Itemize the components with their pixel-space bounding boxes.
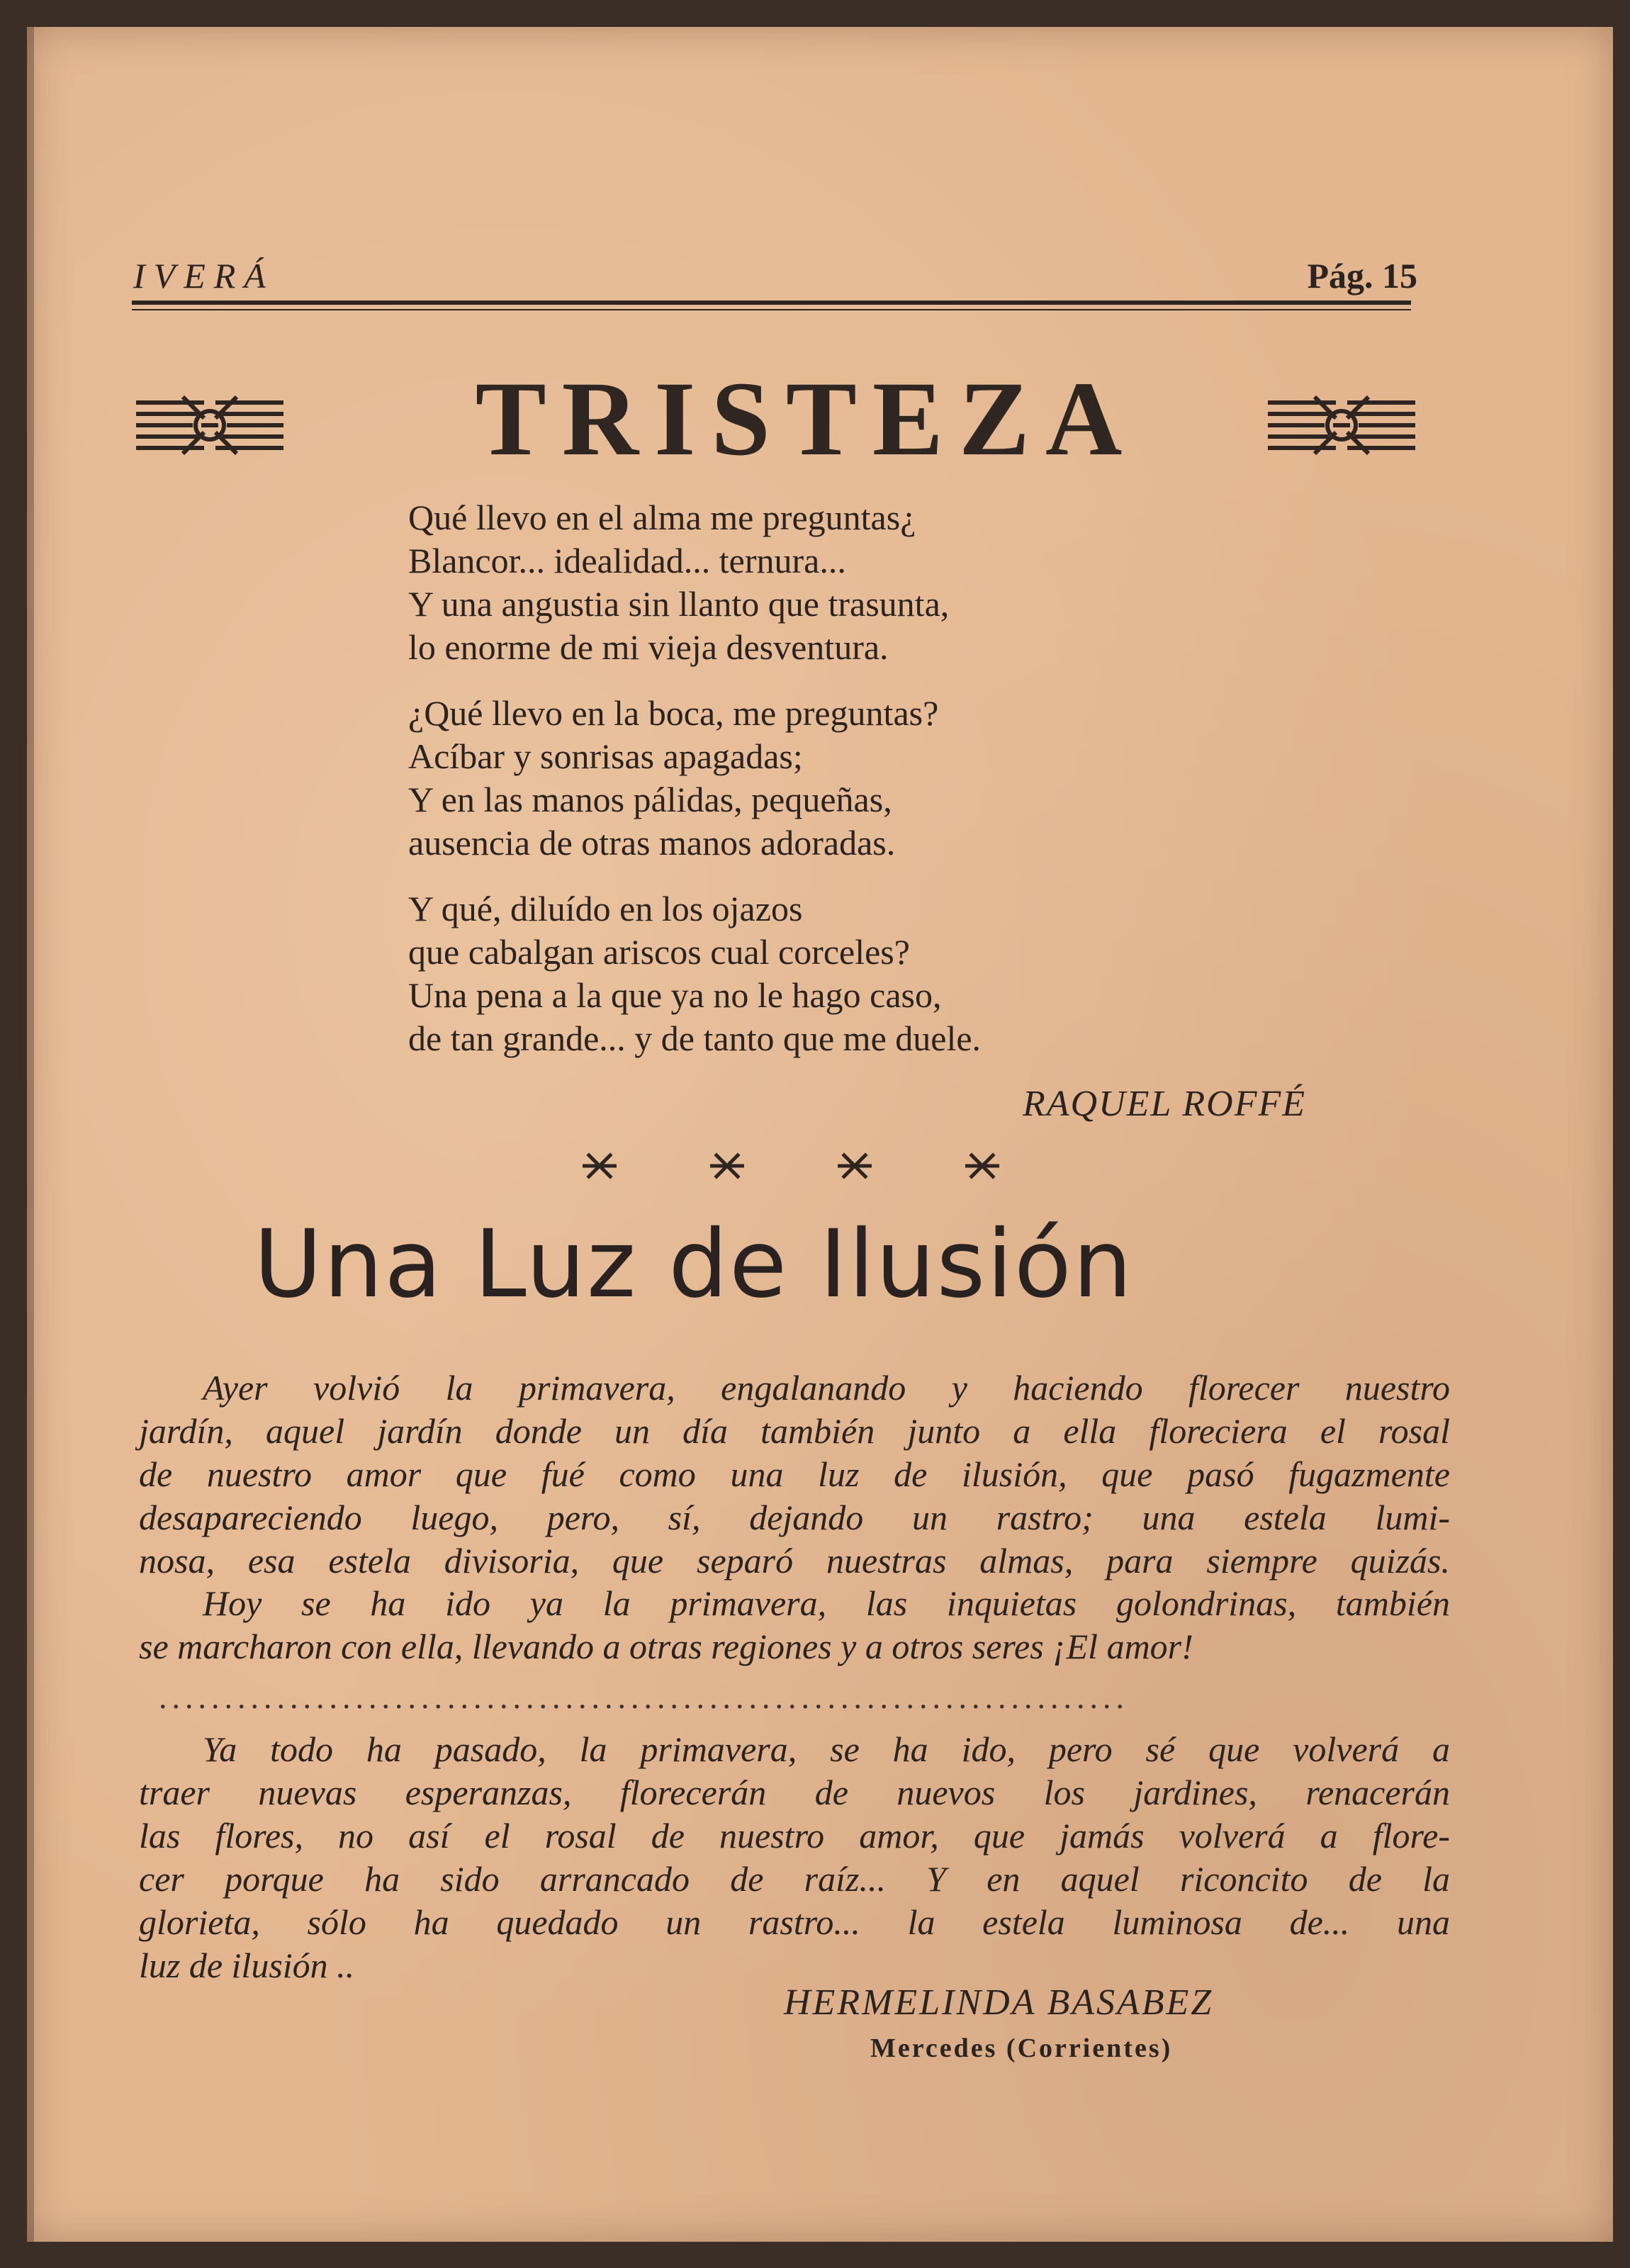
stanza-2 <box>408 692 1330 865</box>
page-number: Pág. 15 <box>1307 256 1417 296</box>
author-location: Mercedes (Corrientes) <box>870 2033 1173 2063</box>
verse-line: Acíbar y sonrisas apagadas; <box>408 736 803 776</box>
text-line: se marcharon con ella, llevando a otras regiones y a otros seres ¡El amor! <box>139 1627 1193 1666</box>
poem-author: RAQUEL ROFFÉ <box>1023 1084 1306 1124</box>
paragraph-3 <box>139 1728 1450 1987</box>
text-line: Hoy se ha ido ya la primavera, las inquietas golondrinas, también <box>203 1583 1450 1623</box>
verse-line: lo enorme de mi vieja desventura. <box>408 627 889 667</box>
article-title: Una Luz de Ilusión <box>254 1210 1134 1319</box>
paragraph-1 <box>139 1366 1450 1583</box>
header-rule-thin <box>132 309 1411 310</box>
title-ornament-right-icon <box>1265 390 1418 461</box>
verse-line: Una pena a la que ya no le hago caso, <box>408 975 942 1015</box>
text-line: traer nuevas esperanzas, florecerán de nuevos los jardines, renacerán <box>139 1773 1450 1812</box>
verse-line: que cabalgan ariscos cual corceles? <box>408 932 910 972</box>
title-ornament-left-icon <box>133 390 286 461</box>
verse-line: Qué llevo en el alma me preguntas¿ <box>408 498 916 537</box>
poem-title: TRISTEZA <box>475 360 1138 478</box>
paragraph-2 <box>139 1582 1450 1668</box>
article-author: HERMELINDA BASABEZ <box>784 1982 1214 2023</box>
verse-line: ausencia de otras manos adoradas. <box>408 823 896 863</box>
stanza-3 <box>408 887 1330 1060</box>
text-line: cer porque ha sido arrancado de raíz... Y en aquel riconcito de la <box>139 1859 1450 1899</box>
text-line: jardín, aquel jardín donde un día también junto a ella floreciera el rosal <box>139 1411 1450 1451</box>
separator-star-icon <box>710 1154 744 1178</box>
poem-body <box>408 496 1330 1083</box>
section-separator <box>557 1141 1053 1191</box>
text-line: desapareciendo luego, pero, sí, dejando un rastro; una estela lumi- <box>139 1498 1450 1537</box>
verse-line: Blancor... idealidad... ternura... <box>408 541 846 580</box>
header-rule <box>132 301 1411 305</box>
text-line: glorieta, sólo ha quedado un rastro... la estela luminosa de... una <box>139 1902 1450 1942</box>
verse-line: de tan grande... y de tanto que me duele. <box>408 1018 982 1058</box>
verse-line: ¿Qué llevo en la boca, me preguntas? <box>408 693 939 733</box>
text-line: luz de ilusión .. <box>139 1946 355 1985</box>
separator-star-icon <box>583 1154 617 1178</box>
separator-star-icon <box>838 1154 872 1178</box>
verse-line: Y qué, diluído en los ojazos <box>408 889 803 928</box>
separator-star-icon <box>965 1154 999 1178</box>
verse-line: Y en las manos pálidas, pequeñas, <box>408 780 892 819</box>
binding-shadow <box>27 27 34 2242</box>
text-line: Ayer volvió la primavera, engalanando y haciendo florecer nuestro <box>203 1368 1450 1408</box>
text-line: las flores, no así el rosal de nuestro amor, que jamás volverá a flore- <box>139 1816 1450 1856</box>
magazine-page <box>27 27 1613 2242</box>
text-line: Ya todo ha pasado, la primavera, se ha ido, pero sé que volverá a <box>203 1729 1450 1769</box>
stanza-1 <box>408 496 1330 669</box>
text-line: de nuestro amor que fué como una luz de ilusión, que pasó fugazmente <box>139 1454 1450 1494</box>
verse-line: Y una angustia sin llanto que trasunta, <box>408 584 950 624</box>
text-line: nosa, esa estela divisoria, que separó nuestras almas, para siempre quizás. <box>139 1541 1450 1581</box>
dotted-divider: .......................................................................... <box>159 1679 1129 1715</box>
running-title: IVERÁ <box>133 256 274 296</box>
